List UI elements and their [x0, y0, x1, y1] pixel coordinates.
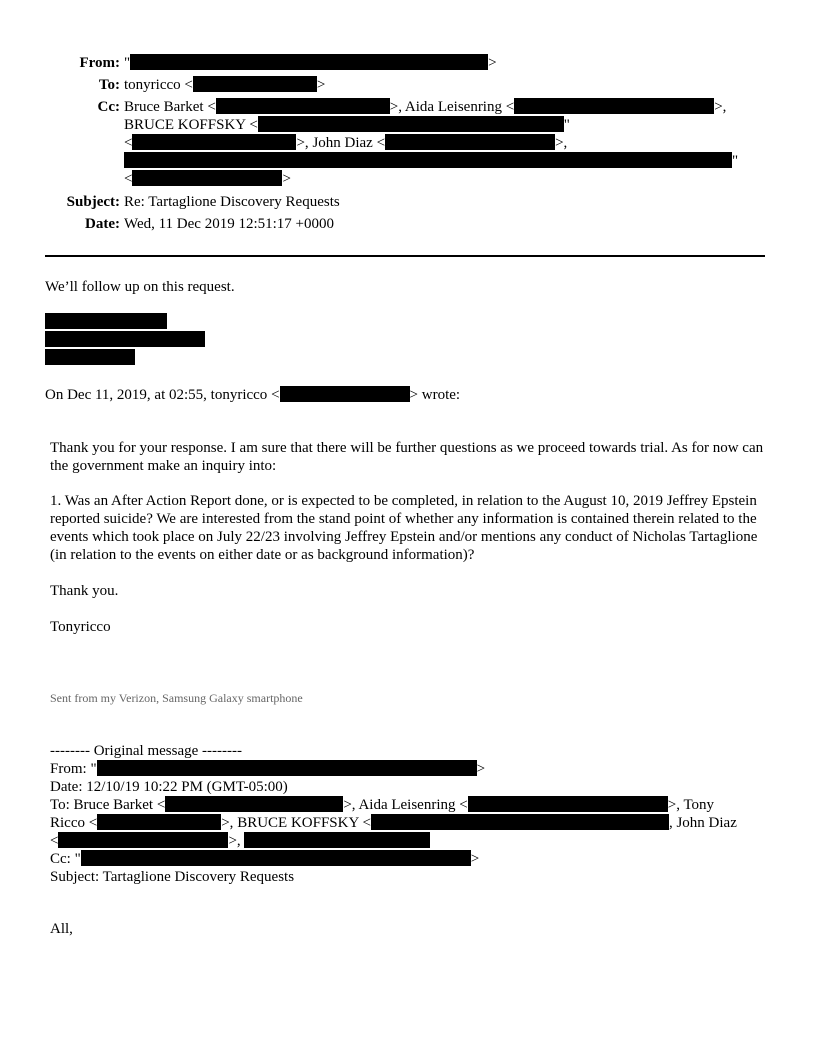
date-label: Date: — [85, 216, 120, 232]
original-from-label: From: — [50, 761, 87, 777]
subject-label: Subject: — [66, 194, 120, 210]
redaction — [244, 832, 430, 848]
original-to-name: Aida Leisenring — [358, 797, 456, 813]
original-greeting: All, — [50, 921, 73, 937]
quote-intro-prefix: On Dec 11, 2019, at 02:55, tonyricco — [45, 387, 268, 403]
to-value: tonyricco < > — [124, 77, 326, 93]
original-to-name: John Diaz — [676, 815, 737, 831]
subject-value: Re: Tartaglione Discovery Requests — [124, 194, 340, 210]
cc-name: John Diaz — [312, 135, 373, 151]
original-subject: Subject: Tartaglione Discovery Requests — [50, 869, 295, 885]
quoted-paragraph-1: Thank you for your response. I am sure that there will be further questions as we proceed towards trial. As for now can the government make an inquiry into: — [50, 440, 764, 474]
cc-name: BRUCE KOFFSKY — [124, 117, 246, 133]
redaction — [216, 98, 390, 114]
cc-line-5: < > — [124, 171, 291, 187]
redaction — [193, 76, 317, 92]
redaction — [130, 54, 488, 70]
redaction — [97, 760, 477, 776]
cc-name: Bruce Barket — [124, 99, 204, 115]
redaction — [132, 170, 282, 186]
cc-line-1: Bruce Barket < >, Aida Leisenring < >, — [124, 99, 727, 115]
signature-redaction — [45, 313, 167, 329]
reply-line: We’ll follow up on this request. — [45, 279, 235, 295]
redaction — [58, 832, 228, 848]
original-from: From: " > — [50, 761, 486, 777]
redaction — [514, 98, 714, 114]
header-divider — [45, 255, 765, 257]
from-value: " > — [124, 55, 497, 71]
cc-line-4: " — [124, 152, 738, 170]
redaction — [132, 134, 296, 150]
original-to-name: Ricco — [50, 815, 85, 831]
original-divider: -------- Original message -------- — [50, 743, 242, 759]
quoted-signoff: Tonyricco — [50, 619, 111, 635]
redaction — [165, 796, 343, 812]
quoted-paragraph-2: 1. Was an After Action Report done, or is expected to be completed, in relation to the August 10, 2019 Jeffrey Epstein reported suicide? We are interested from the stand point of whether any information is contained therein related to the events which took place on July 22/23 involving Jeffrey Epstein and/or mentions any conduct of Nicholas Tartaglione (in relation to the events on either date or as background information)? — [50, 493, 758, 563]
from-label: From: — [79, 55, 120, 71]
device-signature: Sent from my Verizon, Samsung Galaxy smartphone — [50, 691, 303, 705]
signature-redaction — [45, 349, 135, 365]
redaction — [468, 796, 668, 812]
original-date: Date: 12/10/19 10:22 PM (GMT-05:00) — [50, 779, 288, 795]
cc-label: Cc: — [97, 99, 120, 115]
redaction — [280, 386, 410, 402]
original-to-prefix: To: Bruce Barket — [50, 797, 154, 813]
original-cc-label: Cc: — [50, 851, 71, 867]
original-to-name: BRUCE KOFFSKY — [237, 815, 359, 831]
original-to-line-1: To: Bruce Barket < >, Aida Leisenring < >, Tony — [50, 797, 715, 813]
original-to-name: Tony — [683, 797, 715, 813]
redaction — [97, 814, 221, 830]
cc-line-3: < >, John Diaz < >, — [124, 135, 568, 151]
cc-name: Aida Leisenring — [404, 99, 502, 115]
to-name: tonyricco — [124, 77, 181, 93]
original-to-line-2: Ricco < >, BRUCE KOFFSKY < , John Diaz — [50, 815, 737, 831]
quoted-thanks: Thank you. — [50, 583, 119, 599]
original-cc: Cc: " > — [50, 851, 480, 867]
quote-intro-suffix: wrote: — [421, 387, 461, 403]
to-label: To: — [98, 77, 120, 93]
signature-redaction — [45, 331, 205, 347]
redaction — [371, 814, 669, 830]
redaction — [258, 116, 564, 132]
redaction — [81, 850, 471, 866]
redaction — [385, 134, 555, 150]
redaction — [124, 152, 732, 168]
original-to-line-3: < >, — [50, 832, 430, 850]
quote-intro: On Dec 11, 2019, at 02:55, tonyricco < > wrote: — [45, 387, 461, 403]
date-value: Wed, 11 Dec 2019 12:51:17 +0000 — [124, 216, 334, 232]
cc-line-2: BRUCE KOFFSKY < " — [124, 117, 570, 133]
